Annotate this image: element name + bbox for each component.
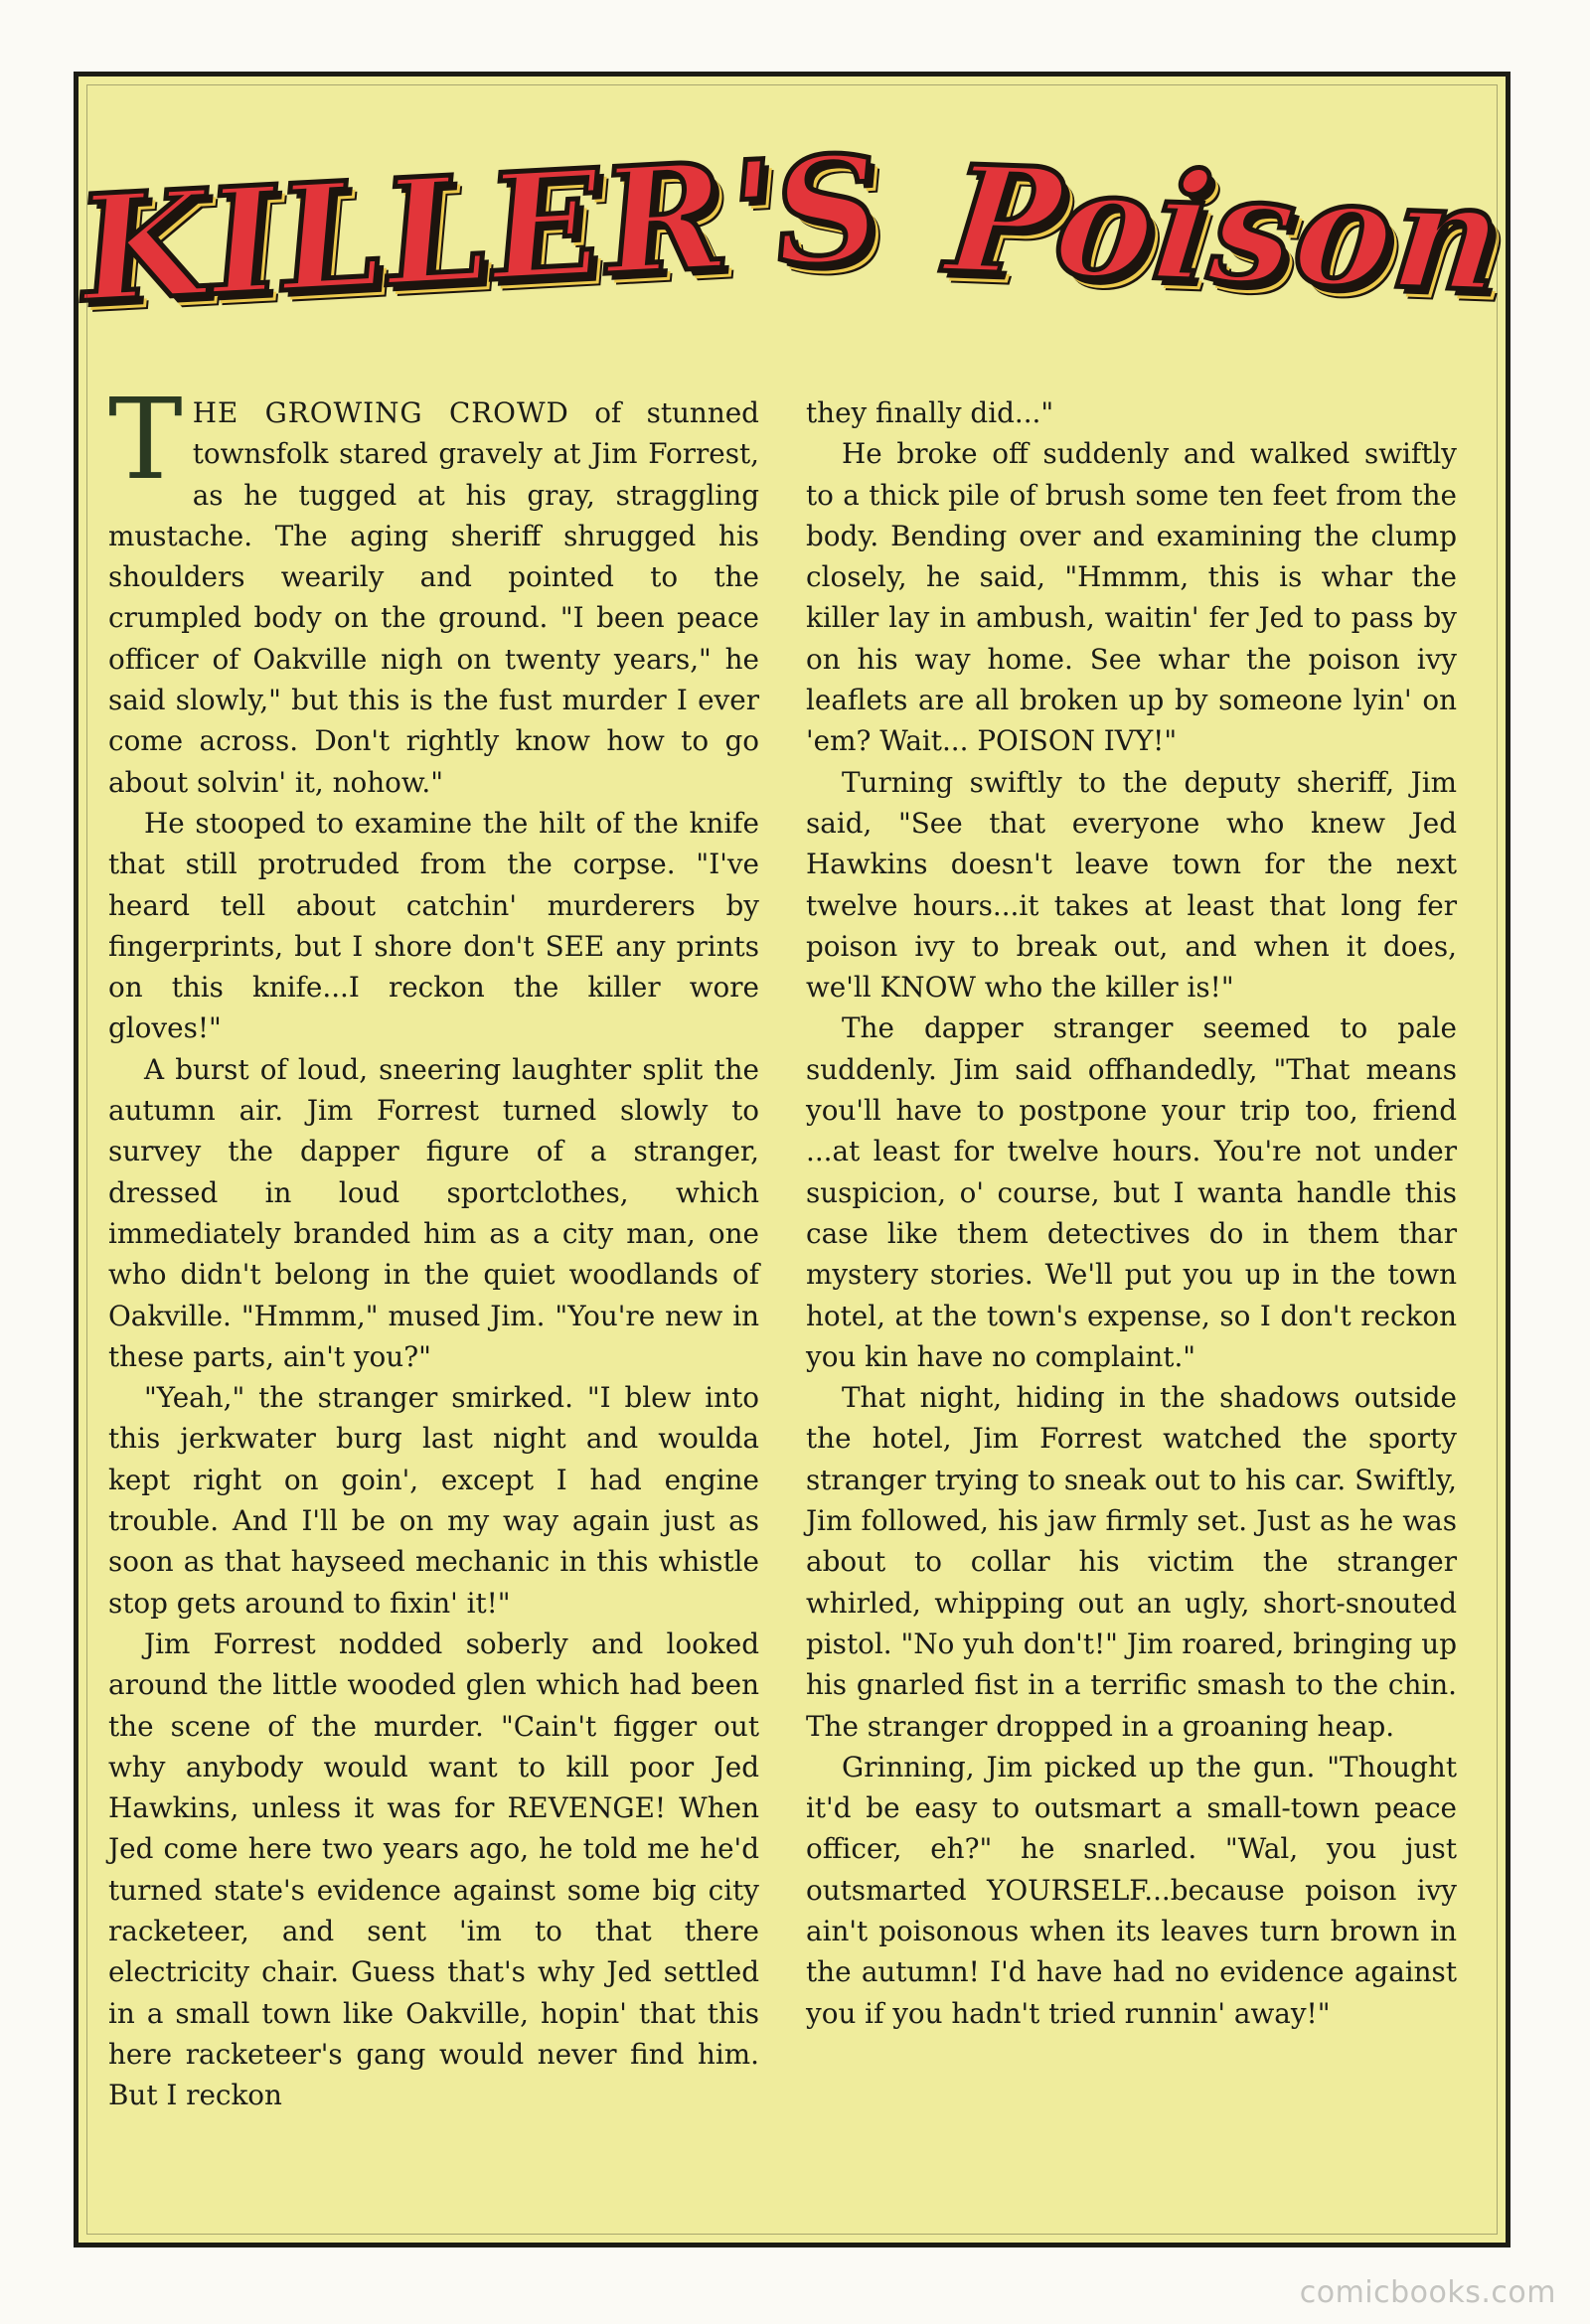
title-word-poison: Poison bbox=[939, 132, 1511, 325]
paragraph-5-continued: they finally did..." bbox=[806, 396, 1054, 429]
paragraph-1-text: of stunned townsfolk stared gravely at Jim Forrest, as he tugged at his gray, straggling mustache. The aging sheriff shrugged his shoulders wearily and pointed to the crumpled body on the ground. "I been peace officer of Oakville nigh on twenty years," he said slowly," but this is the fust murder I ever come across. Don't rightly know how to go about solvin' it, nohow." bbox=[108, 396, 759, 799]
paragraph-5: Jim Forrest nodded soberly and looked around the little wooded glen which had been the scene of the murder. "Cain't figger out why anybody would want to kill poor Jed Hawkins, unless it was for REVENGE! When Jed come here two years ago, he told me he'd turned state's evidence against some big city racketeer, and sent 'im to that there electricity chair. Guess that's why Jed settled in a small town like Oakville, hopin' that this here racketeer's gang would never find him. But I reckon bbox=[108, 1627, 759, 2112]
paragraph-10: Grinning, Jim picked up the gun. "Thought it'd be easy to outsmart a small-town peace officer, eh?" he snarled. "Wal, you just outsmarted YOURSELF...because poison ivy ain't poisonous when its leaves turn brown in the autumn! I'd have had no evidence against you if you hadn't tried runnin' away!" bbox=[806, 1750, 1457, 2030]
paragraph-2: He stooped to examine the hilt of the knife that still protruded from the corpse. "I've heard tell about catchin' murderers by fingerprints, but I shore don't SEE any prints on this knife...I reckon the killer wore gloves!" bbox=[108, 806, 759, 1045]
paragraph-3: A burst of loud, sneering laughter split the autumn air. Jim Forrest turned slowly to survey the dapper figure of a stranger, dressed in loud sportclothes, which immediately branded him as a city man, one who didn't belong in the quiet woodlands of Oakville. "Hmmm," mused Jim. "You're new in these parts, ain't you?" bbox=[108, 1052, 759, 1373]
story-title bbox=[71, 94, 1511, 363]
site-watermark: comicbooks.com bbox=[1299, 2275, 1556, 2310]
paragraph-6: He broke off suddenly and walked swiftly to a thick pile of brush some ten feet from the body. Bending over and examining the clump closely, he said, "Hmmm, this is whar the killer lay in ambush, waitin' fer Jed to pass by on his way home. See whar the poison ivy leaflets are all broken up by someone lyin' on 'em? Wait... POISON IVY!" bbox=[806, 437, 1457, 758]
paragraph-7: Turning swiftly to the deputy sheriff, Jim said, "See that everyone who knew Jed Hawkins doesn't leave town for the next twelve hours...it takes at least that long fer poison ivy to break out, and when it does, we'll KNOW who the killer is!" bbox=[806, 765, 1457, 1005]
drop-cap: T bbox=[108, 376, 183, 505]
story-page bbox=[71, 72, 1511, 2247]
text-column-right bbox=[806, 392, 1457, 2034]
paragraph-9: That night, hiding in the shadows outside the hotel, Jim Forrest watched the sporty stranger trying to sneak out to his car. Swiftly, Jim followed, his jaw firmly set. Just as he was about to collar his victim the stranger whirled, whipping out an ugly, short-snouted pistol. "No yuh don't!" Jim roared, bringing up his gnarled fist in a terrific smash to the chin. The stranger dropped in a groaning heap. bbox=[806, 1381, 1458, 1743]
title-word-killers: KILLER'S bbox=[71, 121, 889, 336]
paragraph-4: "Yeah," the stranger smirked. "I blew into this jerkwater burg last night and woulda kept right on goin', except I had engine trouble. And I'll be on my way again just as soon as that hayseed mechanic in this whistle stop gets around to fixin' it!" bbox=[108, 1381, 759, 1620]
text-column-left bbox=[108, 376, 759, 2115]
paragraph-8: The dapper stranger seemed to pale suddenly. Jim said offhandedly, "That means you'll have to postpone your trip too, friend ...at least for twelve hours. You're not under suspicion, o' course, but I wanta handle this case like them detectives do in them thar mystery stories. We'll put you up in the town hotel, at the town's expense, so I don't reckon you kin have no complaint." bbox=[806, 1011, 1457, 1373]
paragraph-1-lead: HE GROWING CROWD bbox=[192, 396, 569, 429]
paragraph-1 bbox=[108, 376, 759, 803]
